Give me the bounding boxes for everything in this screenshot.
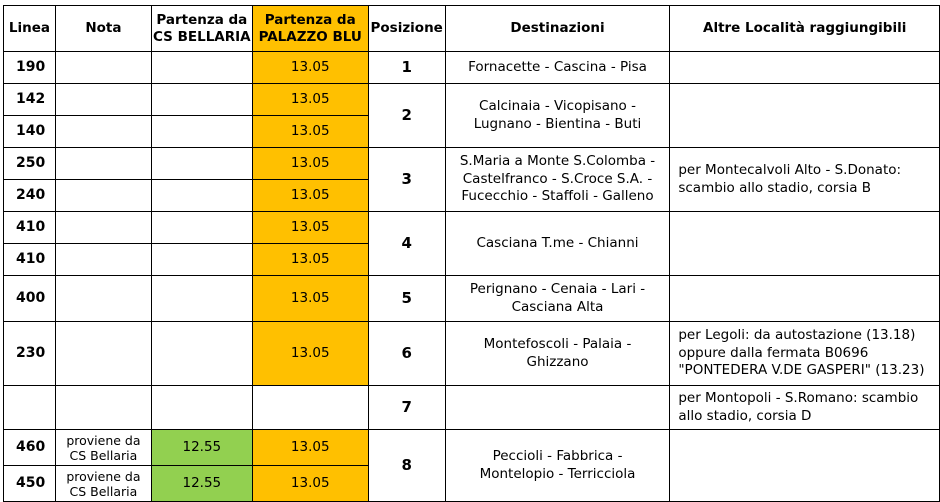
linea-cell: 400 — [4, 276, 56, 322]
header-partenza-cs — [151, 6, 252, 52]
dest-line: Lugnano - Bientina - Buti — [473, 115, 642, 132]
nota-cell — [55, 180, 151, 212]
linea-cell: 410 — [4, 244, 56, 276]
altre-line: allo stadio, corsia D — [678, 407, 812, 424]
posizione-cell: 5 — [368, 276, 445, 322]
linea-cell: 230 — [4, 322, 56, 386]
posizione-cell: 2 — [368, 84, 445, 148]
posizione-cell: 4 — [368, 212, 445, 276]
destinazioni-cell — [445, 84, 670, 148]
nota-cell — [55, 212, 151, 244]
altre-line: per Legoli: da autostazione (13.18) — [678, 327, 916, 344]
partenza-pb-cell: 13.05 — [252, 244, 368, 276]
linea-cell: 142 — [4, 84, 56, 116]
header-altre: Altre Località raggiungibili — [670, 6, 940, 52]
header-row — [4, 6, 940, 52]
altre-line: "PONTEDERA V.DE GASPERI" (13.23) — [678, 362, 925, 379]
header-linea: Linea — [4, 6, 56, 52]
dest-line: Ghizzano — [526, 353, 589, 370]
table-row — [4, 212, 940, 244]
linea-cell: 250 — [4, 148, 56, 180]
partenza-pb-cell: 13.05 — [252, 84, 368, 116]
altre-line: per Montecalvoli Alto - S.Donato: — [678, 161, 902, 178]
posizione-cell: 3 — [368, 148, 445, 212]
table-row — [4, 430, 940, 466]
partenza-pb-cell — [252, 386, 368, 430]
partenza-pb-cell: 13.05 — [252, 212, 368, 244]
header-nota: Nota — [55, 6, 151, 52]
destinazioni-cell — [445, 386, 670, 430]
linea-cell: 140 — [4, 116, 56, 148]
table-row — [4, 84, 940, 116]
table-row — [4, 148, 940, 180]
linea-cell: 410 — [4, 212, 56, 244]
altre-cell — [670, 212, 940, 276]
nota-cell — [55, 430, 151, 466]
header-posizione: Posizione — [368, 6, 445, 52]
nota-line: CS Bellaria — [69, 483, 138, 499]
departures-table — [3, 5, 940, 502]
dest-line: Casciana T.me - Chianni — [476, 234, 639, 251]
linea-cell: 460 — [4, 430, 56, 466]
altre-cell — [670, 148, 940, 212]
partenza-pb-cell: 13.05 — [252, 148, 368, 180]
dest-line: Peccioli - Fabbrica - — [492, 447, 623, 464]
partenza-pb-cell: 13.05 — [252, 466, 368, 502]
partenza-cs-cell — [151, 212, 252, 244]
posizione-cell: 6 — [368, 322, 445, 386]
nota-line: CS Bellaria — [69, 447, 138, 463]
dest-line: Fornacette - Cascina - Pisa — [468, 58, 647, 75]
nota-cell — [55, 116, 151, 148]
altre-line: scambio allo stadio, corsia B — [678, 179, 872, 196]
header-partenza-pb-line1: Partenza da — [264, 11, 356, 28]
header-partenza-cs-line1: Partenza da — [156, 11, 248, 28]
dest-line: Montefoscoli - Palaia - — [483, 335, 632, 352]
altre-line: oppure dalla fermata B0696 — [678, 344, 869, 361]
table-row — [4, 276, 940, 322]
nota-line: proviene da — [66, 468, 141, 484]
altre-cell — [670, 430, 940, 502]
header-partenza-pb — [252, 6, 368, 52]
header-partenza-pb-line2: PALAZZO BLU — [258, 28, 362, 45]
nota-line: proviene da — [66, 432, 141, 448]
linea-cell: 450 — [4, 466, 56, 502]
partenza-cs-cell — [151, 244, 252, 276]
nota-cell — [55, 386, 151, 430]
dest-line: Castelfranco - S.Croce S.A. - — [462, 170, 653, 187]
altre-cell — [670, 84, 940, 148]
nota-cell — [55, 148, 151, 180]
altre-cell — [670, 386, 940, 430]
partenza-cs-cell — [151, 116, 252, 148]
nota-cell — [55, 244, 151, 276]
posizione-cell: 7 — [368, 386, 445, 430]
header-destinazioni: Destinazioni — [445, 6, 670, 52]
dest-line: Perignano - Cenaia - Lari - — [469, 280, 646, 297]
posizione-cell: 8 — [368, 430, 445, 502]
dest-line: Casciana Alta — [511, 298, 604, 315]
partenza-pb-cell: 13.05 — [252, 430, 368, 466]
partenza-cs-cell — [151, 52, 252, 84]
partenza-cs-cell: 12.55 — [151, 466, 252, 502]
partenza-pb-cell: 13.05 — [252, 52, 368, 84]
altre-line: per Montopoli - S.Romano: scambio — [678, 389, 919, 406]
destinazioni-cell — [445, 276, 670, 322]
partenza-cs-cell — [151, 322, 252, 386]
partenza-cs-cell — [151, 276, 252, 322]
partenza-cs-cell — [151, 386, 252, 430]
table-row — [4, 386, 940, 430]
nota-cell — [55, 466, 151, 502]
posizione-cell: 1 — [368, 52, 445, 84]
partenza-pb-cell: 13.05 — [252, 116, 368, 148]
nota-cell — [55, 276, 151, 322]
table-row — [4, 322, 940, 386]
nota-cell — [55, 322, 151, 386]
partenza-cs-cell — [151, 180, 252, 212]
nota-cell — [55, 84, 151, 116]
dest-line: S.Maria a Monte S.Colomba - — [459, 153, 656, 170]
linea-cell: 190 — [4, 52, 56, 84]
linea-cell — [4, 386, 56, 430]
dest-line: Montelopio - Terricciola — [479, 465, 636, 482]
destinazioni-cell — [445, 148, 670, 212]
destinazioni-cell — [445, 430, 670, 502]
partenza-pb-cell: 13.05 — [252, 276, 368, 322]
table-row — [4, 52, 940, 84]
partenza-cs-cell — [151, 148, 252, 180]
destinazioni-cell — [445, 212, 670, 276]
altre-cell — [670, 322, 940, 386]
altre-cell — [670, 52, 940, 84]
dest-line: Fucecchio - Staffoli - Galleno — [461, 188, 654, 205]
partenza-pb-cell: 13.05 — [252, 180, 368, 212]
nota-cell — [55, 52, 151, 84]
linea-cell: 240 — [4, 180, 56, 212]
destinazioni-cell — [445, 52, 670, 84]
partenza-cs-cell: 12.55 — [151, 430, 252, 466]
dest-line: Calcinaia - Vicopisano - — [479, 97, 636, 114]
altre-cell — [670, 276, 940, 322]
partenza-pb-cell: 13.05 — [252, 322, 368, 386]
destinazioni-cell — [445, 322, 670, 386]
partenza-cs-cell — [151, 84, 252, 116]
header-partenza-cs-line2: CS BELLARIA — [153, 28, 251, 45]
